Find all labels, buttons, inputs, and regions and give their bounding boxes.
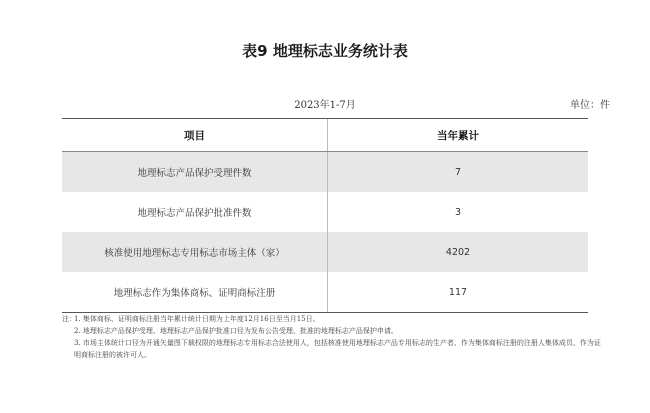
table-row	[62, 232, 588, 272]
footnote-text: 2. 地理标志产品保护受理、地理标志产品保护批准口径为发布公告受理、批准的地理标志产品保护申请。	[74, 327, 398, 335]
row-item: 地理标志产品保护受理件数	[62, 152, 328, 193]
period-label: 2023年1-7月	[294, 100, 356, 111]
table-title: 表9 地理标志业务统计表	[242, 42, 408, 60]
row-value: 3	[328, 192, 589, 232]
unit-label: 单位：件	[570, 100, 610, 111]
row-item: 核准使用地理标志专用标志市场主体（家）	[62, 232, 328, 272]
footnote-label: 注：	[62, 315, 76, 323]
header-item: 项目	[62, 119, 328, 152]
footnote	[62, 325, 602, 337]
footnote	[62, 313, 602, 325]
table-row	[62, 152, 588, 193]
table-header-row	[62, 119, 588, 152]
table-row	[62, 192, 588, 232]
row-value: 4202	[328, 232, 589, 272]
row-value: 7	[328, 152, 589, 193]
statistics-table	[62, 118, 588, 313]
row-item: 地理标志产品保护批准件数	[137, 208, 252, 219]
footnote-text: 3. 市场主体统计口径为开通矢量图下载权限的地理标志专用标志合法使用人，包括核准使用地理标志产品专用标志的生产者、作为集体商标注册的注册人集体成员、作为证明商标注册的被许可人。	[74, 339, 601, 359]
table-row	[62, 272, 588, 313]
header-cumulative: 当年累计	[328, 119, 589, 152]
footnote	[62, 337, 602, 361]
row-value: 117	[328, 272, 589, 313]
row-item: 地理标志作为集体商标、证明商标注册	[62, 272, 328, 313]
footnote-text: 1. 集体商标、证明商标注册当年累计统计日期为上年度12月16日至当月15日。	[74, 315, 320, 323]
footnotes	[62, 313, 602, 361]
